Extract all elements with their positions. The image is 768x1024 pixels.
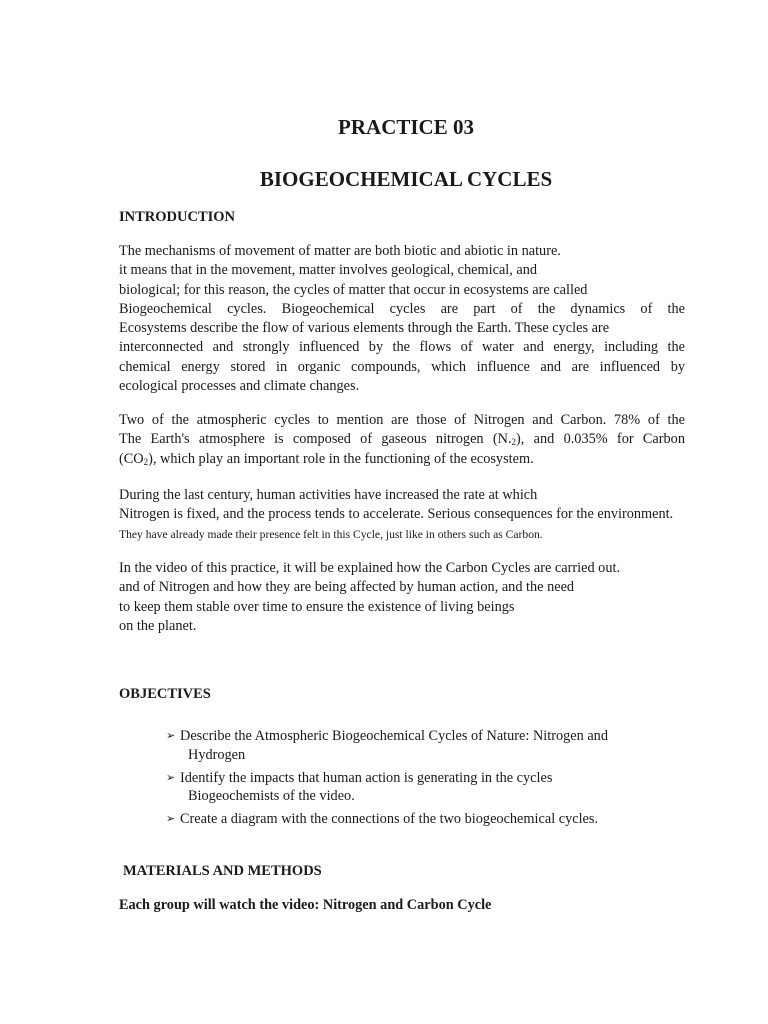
text-line: to keep them stable over time to ensure the existence of living beings	[119, 598, 515, 615]
text-line	[119, 430, 685, 449]
subscript: 2	[511, 437, 517, 448]
arrow-bullet-icon: ➢	[166, 812, 176, 825]
page-title: PRACTICE 03	[338, 115, 474, 139]
text-line: chemical energy stored in organic compounds, which influence and are influenced by	[119, 358, 685, 375]
text-line: In the video of this practice, it will be explained how the Carbon Cycles are carried out.	[119, 560, 621, 576]
text-fragment: (CO	[119, 450, 144, 467]
text-fragment: ), which play an important role in the functioning of the ecosystem.	[148, 450, 534, 467]
introduction-paragraph-4	[119, 559, 719, 636]
list-item-text: Identify the impacts that human action is generating in the cycles	[180, 769, 553, 786]
text-line: They have already made their presence felt in this Cycle, just like in others such as Carbon.	[119, 527, 543, 541]
text-line: it means that in the movement, matter involves geological, chemical, and	[119, 262, 538, 279]
list-item	[166, 769, 686, 806]
objectives-list	[166, 727, 686, 833]
text-fragment: ), and 0.035% for Carbon	[516, 431, 685, 448]
arrow-bullet-icon: ➢	[166, 729, 176, 742]
page-subtitle: BIOGEOCHEMICAL CYCLES	[259, 167, 553, 191]
introduction-paragraph-3	[119, 486, 719, 544]
text-line: During the last century, human activities have increased the rate at which	[119, 487, 538, 503]
text-line: ecological processes and climate changes.	[119, 378, 360, 395]
list-item	[166, 810, 686, 829]
text-line	[119, 450, 719, 469]
subscript: 2	[143, 456, 149, 467]
list-item-text: Create a diagram with the connections of the two biogeochemical cycles.	[180, 811, 599, 827]
text-fragment: The Earth's atmosphere is composed of gaseous nitrogen (N.	[119, 431, 512, 448]
text-line: Two of the atmospheric cycles to mention are those of Nitrogen and Carbon. 78% of the	[119, 412, 685, 428]
text-line: The mechanisms of movement of matter are both biotic and abiotic in nature.	[119, 243, 561, 259]
text-line: on the planet.	[119, 617, 197, 634]
text-line: interconnected and strongly influenced by the flows of water and energy, including the	[119, 339, 685, 356]
materials-text: Each group will watch the video: Nitrogen and Carbon Cycle	[119, 897, 492, 913]
text-line: Ecosystems describe the flow of various elements through the Earth. These cycles are	[119, 320, 610, 337]
materials-heading: MATERIALS AND METHODS	[123, 863, 322, 879]
list-item-text-continued: Biogeochemists of the video.	[188, 788, 355, 804]
list-item-text-continued: Hydrogen	[188, 746, 246, 763]
introduction-heading: INTRODUCTION	[119, 209, 236, 225]
text-line: Biogeochemical cycles. Biogeochemical cycles are part of the dynamics of the	[119, 300, 685, 317]
text-line: and of Nitrogen and how they are being affected by human action, and the need	[119, 579, 575, 596]
introduction-paragraph-1	[119, 242, 719, 396]
list-item-text: Describe the Atmospheric Biogeochemical Cycles of Nature: Nitrogen and	[180, 728, 608, 744]
objectives-heading: OBJECTIVES	[119, 686, 211, 702]
text-line: biological; for this reason, the cycles of matter that occur in ecosystems are called	[119, 281, 588, 298]
introduction-paragraph-2	[119, 411, 719, 469]
text-line: Nitrogen is fixed, and the process tends to accelerate. Serious consequences for the environment.	[119, 506, 674, 523]
arrow-bullet-icon: ➢	[166, 770, 176, 784]
list-item	[166, 727, 686, 764]
